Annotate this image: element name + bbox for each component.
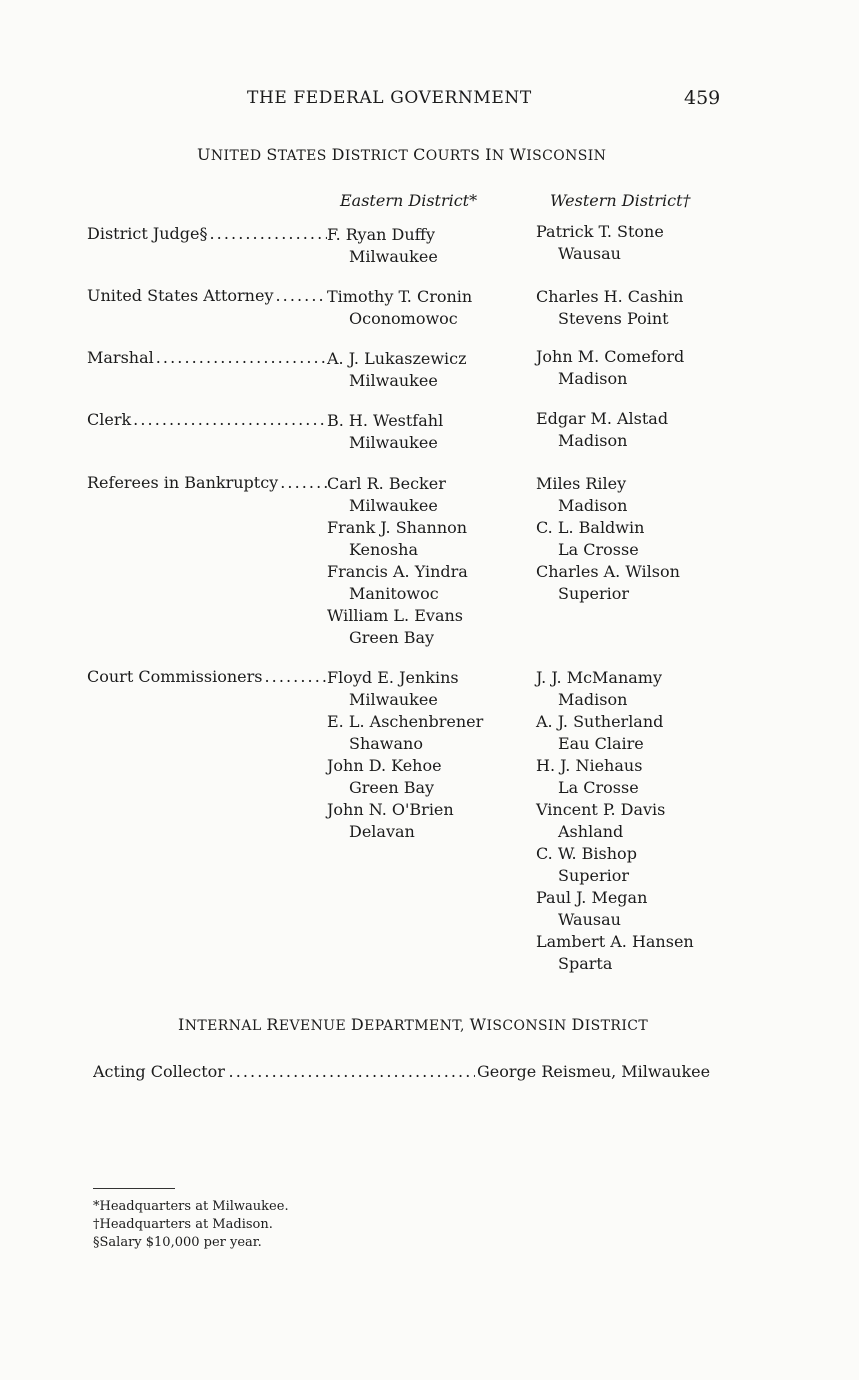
internal-revenue-section-title	[178, 1015, 648, 1034]
title-word: DEPARTMENT,	[350, 1015, 470, 1034]
official-city: Wausau	[558, 910, 621, 929]
official-city: Madison	[558, 690, 628, 709]
official-name: John D. Kehoe	[327, 756, 442, 775]
western-officials	[536, 667, 756, 975]
eastern-officials	[327, 286, 527, 330]
eastern-officials	[327, 667, 527, 843]
official-city: Kenosha	[349, 540, 418, 559]
footnote-western-headquarters: †Headquarters at Madison.	[93, 1217, 273, 1232]
title-word: WISCONSIN	[469, 1015, 572, 1034]
title-word: WISCONSIN	[509, 145, 607, 164]
official-name: Patrick T. Stone	[536, 222, 664, 241]
courts-section-title	[197, 145, 606, 164]
eastern-officials	[327, 224, 527, 268]
official-city: Milwaukee	[349, 371, 438, 390]
official-city: Milwaukee	[349, 690, 438, 709]
western-officials	[536, 473, 756, 605]
official-name: J. J. McManamy	[536, 668, 663, 687]
official-name: F. Ryan Duffy	[327, 225, 436, 244]
official-name: Miles Riley	[536, 474, 627, 493]
official-city: Madison	[558, 431, 628, 450]
official-name: A. J. Lukaszewicz	[327, 349, 467, 368]
official-city: Wausau	[558, 244, 621, 263]
official-name: Floyd E. Jenkins	[327, 668, 459, 687]
official-name: John M. Comeford	[536, 347, 685, 366]
entry-label: Clerk . . .	[87, 410, 327, 429]
official-city: Superior	[558, 866, 630, 885]
eastern-officials	[327, 473, 527, 649]
title-word: IN	[485, 145, 510, 164]
official-city: Madison	[558, 496, 628, 515]
official-name: William L. Evans	[327, 606, 463, 625]
eastern-officials	[327, 410, 527, 454]
official-city: Milwaukee	[349, 433, 438, 452]
official-name: Frank J. Shannon	[327, 518, 468, 537]
official-city: Green Bay	[349, 778, 435, 797]
western-officials	[536, 286, 756, 330]
eastern-district-heading: Eastern District*	[340, 191, 478, 210]
official-name: John N. O'Brien	[327, 800, 454, 819]
entry-label: United States Attorney . . .	[87, 286, 327, 305]
footnote-salary: §Salary $10,000 per year.	[93, 1235, 262, 1250]
official-name: Lambert A. Hansen	[536, 932, 694, 951]
official-city: Shawano	[349, 734, 423, 753]
official-city: Sparta	[558, 954, 613, 973]
official-city: Manitowoc	[349, 584, 439, 603]
official-name: E. L. Aschenbrener	[327, 712, 484, 731]
title-word: UNITED	[197, 145, 267, 164]
footnotes	[93, 1198, 289, 1252]
official-city: Oconomowoc	[349, 309, 458, 328]
official-name: Timothy T. Cronin	[327, 287, 473, 306]
running-head: THE FEDERAL GOVERNMENT	[247, 88, 532, 108]
acting-collector-value: George Reismeu, Milwaukee	[477, 1062, 711, 1081]
western-officials	[536, 408, 756, 452]
official-city: Milwaukee	[349, 496, 438, 515]
official-name: Carl R. Becker	[327, 474, 446, 493]
eastern-officials	[327, 348, 527, 392]
official-name: Vincent P. Davis	[536, 800, 666, 819]
entry-label: Court Commissioners . . .	[87, 667, 327, 686]
title-word: COURTS	[413, 145, 486, 164]
official-city: La Crosse	[558, 540, 639, 559]
western-district-heading: Western District†	[550, 191, 691, 210]
official-city: La Crosse	[558, 778, 639, 797]
official-city: Madison	[558, 369, 628, 388]
official-name: Charles A. Wilson	[536, 562, 680, 581]
entry-label: District Judge§ . . .	[87, 224, 327, 243]
title-word: REVENUE	[266, 1015, 351, 1034]
entry-label: Marshal . . .	[87, 348, 327, 367]
entry-label: Referees in Bankruptcy . . .	[87, 473, 327, 492]
title-word: STATES	[266, 145, 332, 164]
acting-collector-label: Acting Collector . . .	[93, 1062, 475, 1081]
footnote-eastern-headquarters: *Headquarters at Milwaukee.	[93, 1199, 289, 1214]
official-name: Paul J. Megan	[536, 888, 648, 907]
western-officials	[536, 221, 756, 265]
official-city: Eau Claire	[558, 734, 644, 753]
official-name: H. J. Niehaus	[536, 756, 643, 775]
title-word: INTERNAL	[178, 1015, 267, 1034]
official-city: Ashland	[558, 822, 624, 841]
official-city: Milwaukee	[349, 247, 438, 266]
official-name: B. H. Westfahl	[327, 411, 444, 430]
official-city: Stevens Point	[558, 309, 669, 328]
page-number: 459	[684, 87, 721, 109]
official-name: Francis A. Yindra	[327, 562, 468, 581]
official-name: C. L. Baldwin	[536, 518, 645, 537]
title-word: DISTRICT	[571, 1015, 649, 1034]
official-name: Charles H. Cashin	[536, 287, 684, 306]
title-word: DISTRICT	[331, 145, 414, 164]
official-name: A. J. Sutherland	[536, 712, 664, 731]
official-city: Green Bay	[349, 628, 435, 647]
official-name: Edgar M. Alstad	[536, 409, 669, 428]
official-name: C. W. Bishop	[536, 844, 637, 863]
official-city: Delavan	[349, 822, 415, 841]
official-city: Superior	[558, 584, 630, 603]
footnote-rule	[93, 1188, 175, 1189]
western-officials	[536, 346, 756, 390]
